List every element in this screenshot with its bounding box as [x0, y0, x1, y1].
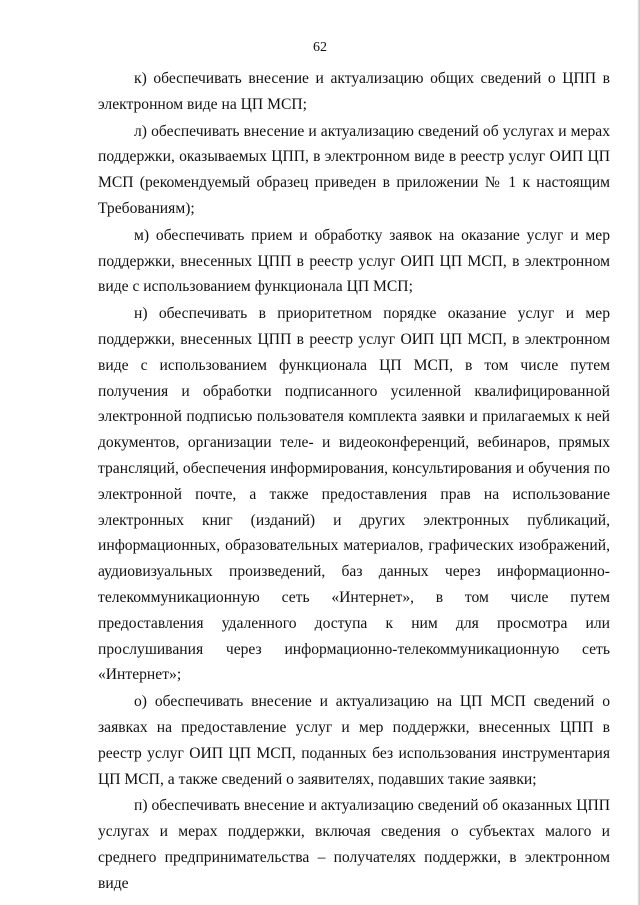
paragraph-p: п) обеспечивать внесение и актуализацию сведений об оказанных ЦПП услугах и мерах поддержки, включая сведения о субъектах малого и среднего предпринимательства – получателях поддержки, в электронном виде — [98, 797, 610, 892]
document-body — [98, 66, 610, 898]
paragraph-o: о) обеспечивать внесение и актуализацию на ЦП МСП сведений о заявках на предоставление услуг и мер поддержки, внесенных ЦПП в реестр услуг ОИП ЦП МСП, поданных без использования инструментария ЦП МСП, а также сведений о заявителях, подавших такие заявки; — [98, 693, 610, 788]
page-number: 62 — [313, 40, 327, 55]
paragraph-k: к) обеспечивать внесение и актуализацию общих сведений о ЦПП в электронном виде на ЦП МСП; — [98, 70, 610, 113]
paragraph-n: н) обеспечивать в приоритетном порядке оказание услуг и мер поддержки, внесенных ЦПП в реестр услуг ОИП ЦП МСП, в электронном виде с использованием функционала ЦП МСП, в том числе путем получения и обработки подписанного усиленной квалифицированной электронной подписью пользователя комплекта заявки и прилагаемых к ней документов, организации теле- и видеоконференций, вебинаров, прямых трансляций, обеспечения информирования, консультирования и обучения по электронной почте, а также предоставления прав на использование электронных книг (изданий) и других электронных публикаций, информационных, образовательных материалов, графических изображений, аудиовизуальных произведений, баз данных через информационно-телекоммуникационную сеть «Интернет», в том числе путем предоставления удаленного доступа к ним для просмотра или прослушивания через информационно-телекоммуникационную сеть «Интернет»; — [98, 305, 610, 684]
paragraph-l: л) обеспечивать внесение и актуализацию сведений об услугах и мерах поддержки, оказываемых ЦПП, в электронном виде в реестр услуг ОИП ЦП МСП (рекомендуемый образец приведен в приложении № 1 к настоящим Требованиям); — [98, 122, 610, 217]
paragraph-m: м) обеспечивать прием и обработку заявок на оказание услуг и мер поддержки, внесенных ЦПП в реестр услуг ОИП ЦП МСП, в электронном виде с использованием функционала ЦП МСП; — [98, 226, 610, 296]
